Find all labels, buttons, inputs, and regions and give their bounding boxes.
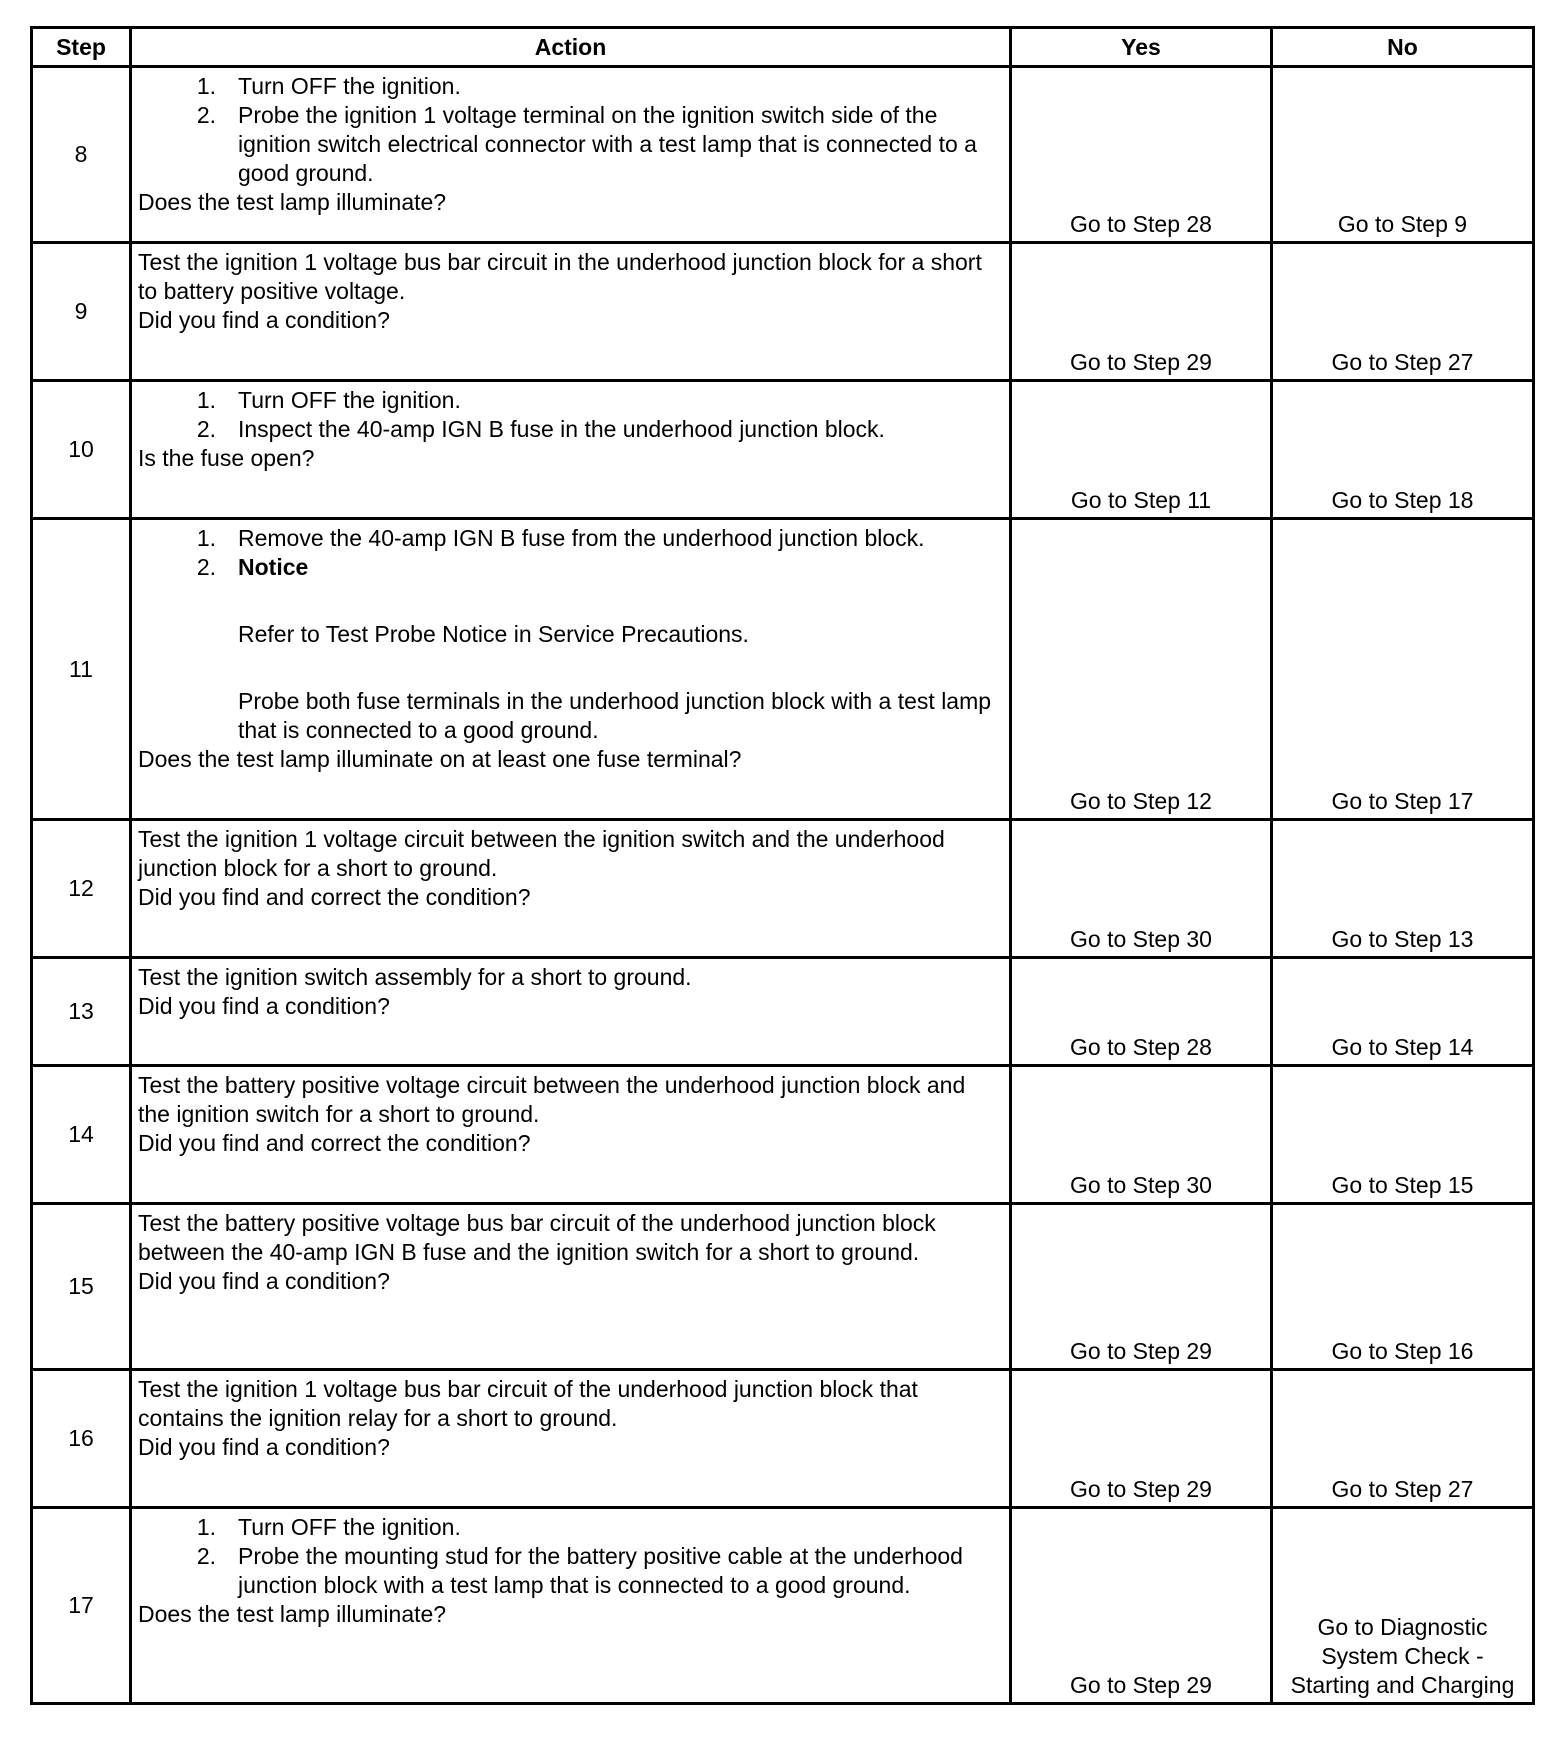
no-answer: Go to Step 17 — [1272, 519, 1534, 820]
table-row — [32, 243, 1534, 381]
yes-answer: Go to Step 28 — [1011, 958, 1272, 1066]
probe-text: Probe both fuse terminals in the underhood junction block with a test lamp that is connected to a good ground. — [238, 688, 992, 743]
table-row — [32, 1508, 1534, 1704]
list-item: 2. Probe the ignition 1 voltage terminal on the ignition switch side of the ignition switch electrical connector with a test lamp that is connected to a good ground. — [196, 102, 977, 186]
step-number: 9 — [32, 243, 131, 381]
yes-answer: Go to Step 29 — [1011, 1204, 1272, 1370]
question-text: Did you find a condition? — [138, 307, 390, 333]
notice-text: Refer to Test Probe Notice in Service Precautions. — [238, 621, 749, 647]
action-cell — [131, 958, 1011, 1066]
list-item: 2. Probe the mounting stud for the battery positive cable at the underhood junction block with a test lamp that is connected to a good ground. — [196, 1543, 963, 1598]
yes-answer: Go to Step 30 — [1011, 820, 1272, 958]
action-steps — [138, 72, 1003, 188]
action-cell — [131, 1066, 1011, 1204]
no-answer: Go to Step 15 — [1272, 1066, 1534, 1204]
table-row — [32, 958, 1534, 1066]
question-text: Is the fuse open? — [138, 445, 315, 471]
question-text: Did you find a condition? — [138, 1434, 390, 1460]
no-answer: Go to Step 13 — [1272, 820, 1534, 958]
action-cell — [131, 1370, 1011, 1508]
step-number: 11 — [32, 519, 131, 820]
action-text: Test the ignition 1 voltage circuit between the ignition switch and the underhood junction block for a short to ground. — [138, 826, 945, 881]
list-item: 1. Turn OFF the ignition. — [196, 387, 461, 413]
table-row — [32, 1370, 1534, 1508]
diagnostic-table — [30, 26, 1535, 1705]
action-text: Test the ignition 1 voltage bus bar circuit of the underhood junction block that contains the ignition relay for a short to ground. — [138, 1376, 918, 1431]
action-text: Test the ignition switch assembly for a short to ground. — [138, 964, 692, 990]
yes-answer: Go to Step 30 — [1011, 1066, 1272, 1204]
no-answer: Go to Diagnostic System Check - Starting and Charging — [1272, 1508, 1534, 1704]
action-steps — [138, 524, 1003, 582]
no-answer: Go to Step 9 — [1272, 67, 1534, 243]
step-number: 17 — [32, 1508, 131, 1704]
no-answer: Go to Step 16 — [1272, 1204, 1534, 1370]
table-row — [32, 67, 1534, 243]
action-steps — [138, 386, 1003, 444]
yes-answer: Go to Step 28 — [1011, 67, 1272, 243]
action-cell — [131, 1204, 1011, 1370]
list-item: 1. Turn OFF the ignition. — [196, 73, 461, 99]
table-row — [32, 519, 1534, 820]
step-number: 15 — [32, 1204, 131, 1370]
step-number: 14 — [32, 1066, 131, 1204]
list-item: 1. Turn OFF the ignition. — [196, 1514, 461, 1540]
yes-answer: Go to Step 29 — [1011, 243, 1272, 381]
list-item: 2. Notice — [138, 553, 1003, 582]
step-number: 10 — [32, 381, 131, 519]
list-item: 2. Inspect the 40-amp IGN B fuse in the underhood junction block. — [196, 416, 885, 442]
yes-answer: Go to Step 29 — [1011, 1508, 1272, 1704]
question-text: Does the test lamp illuminate? — [138, 1601, 447, 1627]
action-text: Test the battery positive voltage bus bar circuit of the underhood junction block between the 40-amp IGN B fuse and the ignition switch for a short to ground. — [138, 1210, 936, 1265]
yes-answer: Go to Step 29 — [1011, 1370, 1272, 1508]
action-cell — [131, 381, 1011, 519]
action-text: Test the battery positive voltage circuit between the underhood junction block and the ignition switch for a short to ground. — [138, 1072, 966, 1127]
table-row — [32, 381, 1534, 519]
no-answer: Go to Step 27 — [1272, 1370, 1534, 1508]
question-text: Did you find and correct the condition? — [138, 884, 531, 910]
no-answer: Go to Step 27 — [1272, 243, 1534, 381]
notice-label: Notice — [238, 554, 309, 580]
action-cell — [131, 519, 1011, 820]
question-text: Did you find a condition? — [138, 993, 390, 1019]
step-number: 8 — [32, 67, 131, 243]
question-text: Does the test lamp illuminate on at least one fuse terminal? — [138, 746, 742, 772]
list-item: 1. Remove the 40-amp IGN B fuse from the underhood junction block. — [196, 525, 925, 551]
action-text: Test the ignition 1 voltage bus bar circuit in the underhood junction block for a short to battery positive voltage. — [138, 249, 982, 304]
header-yes: Yes — [1011, 28, 1272, 67]
action-cell — [131, 1508, 1011, 1704]
question-text: Did you find a condition? — [138, 1268, 390, 1294]
action-cell — [131, 243, 1011, 381]
question-text: Does the test lamp illuminate? — [138, 189, 447, 215]
header-no: No — [1272, 28, 1534, 67]
step-number: 16 — [32, 1370, 131, 1508]
action-cell — [131, 820, 1011, 958]
step-number: 13 — [32, 958, 131, 1066]
action-steps — [138, 1513, 1003, 1600]
action-cell — [131, 67, 1011, 243]
yes-answer: Go to Step 12 — [1011, 519, 1272, 820]
no-answer: Go to Step 14 — [1272, 958, 1534, 1066]
header-action: Action — [131, 28, 1011, 67]
table-row — [32, 1204, 1534, 1370]
question-text: Did you find and correct the condition? — [138, 1130, 531, 1156]
no-answer: Go to Step 18 — [1272, 381, 1534, 519]
yes-answer: Go to Step 11 — [1011, 381, 1272, 519]
header-row — [32, 28, 1534, 67]
header-step: Step — [32, 28, 131, 67]
step-number: 12 — [32, 820, 131, 958]
table-row — [32, 1066, 1534, 1204]
table-row — [32, 820, 1534, 958]
